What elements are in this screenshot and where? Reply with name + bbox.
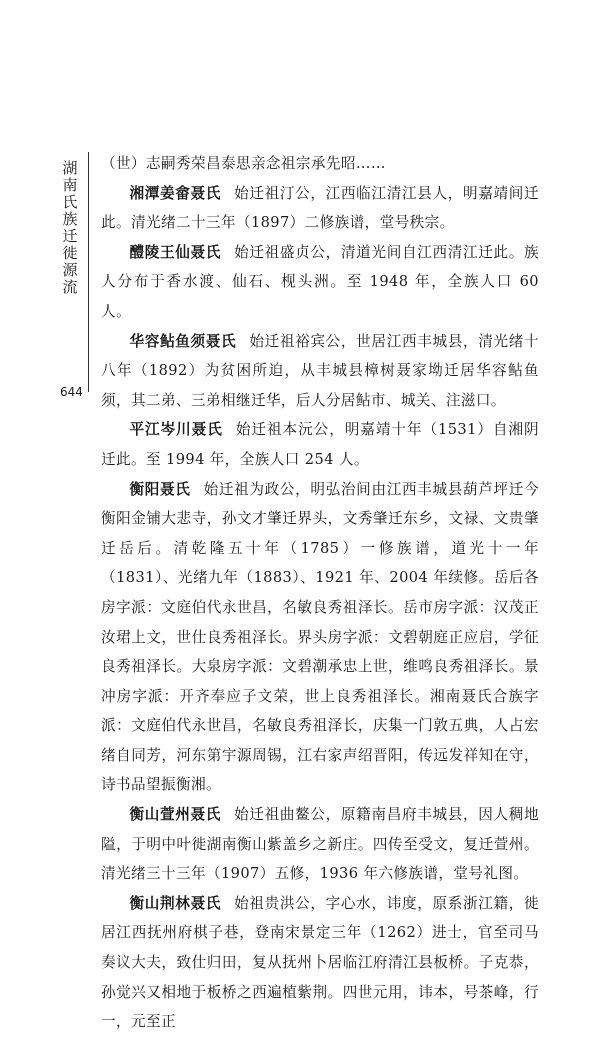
- clan-entry: [101, 149, 539, 179]
- running-title: 湖南氏族迁徙源流: [62, 159, 78, 296]
- clan-entry: [101, 800, 539, 889]
- clan-entry: [101, 889, 539, 1037]
- margin-rule: [88, 152, 89, 392]
- clan-entry: [101, 327, 539, 416]
- entry-text: 始迁祖曲鳌公，原籍南昌府丰城县，因人稠地隘，于明中叶徙湖南衡山紫盖乡之新庄。四传至受文，复迁萱州。清光绪三十三年（1907）五修，1936 年六修族谱，堂号礼图。: [101, 806, 539, 883]
- clan-entry: [101, 475, 539, 801]
- page-number: 644: [60, 385, 83, 399]
- clan-name: 衡阳聂氏: [129, 480, 191, 498]
- entry-text: （世）志嗣秀荣昌泰思亲念祖宗承先昭……: [101, 155, 386, 172]
- main-text: [101, 149, 539, 1037]
- entry-text: 始迁祖盛贞公，清道光间自江西清江迁此。族人分布于香水渡、仙石、枧头洲。至 1948 年，全族人口 60 人。: [101, 243, 539, 320]
- clan-name: 湘潭姜畲聂氏: [129, 184, 222, 202]
- clan-entry: [101, 179, 539, 238]
- entry-text: 始迁祖汀公，江西临江清江县人，明嘉靖间迁此。清光绪二十三年（1897）二修族谱，堂号秩宗。: [101, 184, 539, 232]
- entry-text: 始迁祖裕宾公，世居江西丰城县，清光绪十八年（1892）为贫困所迫，从丰城县樟树聂家坳迁居华容鲇鱼须，其二弟、三弟相继迁华，后人分居鲇市、城关、注滋口。: [101, 332, 539, 409]
- entry-text: 始迁祖本沅公，明嘉靖十年（1531）自湘阴迁此。至 1994 年，全族人口 254 人。: [101, 421, 539, 468]
- clan-entry: [101, 238, 539, 327]
- clan-entry: [101, 415, 539, 474]
- entry-text: 始迁祖为政公，明弘治间由江西丰城县葫芦坪迁今衡阳金铺大悲寺，孙文才肇迁界头，文秀肇迁东乡，文禄、文贵肇迁岳后。清乾隆五十年（1785）一修族谱，道光十一年（1831）、光绪九年（1883）、1921 年、2004 年续修。岳后各房字派：文庭伯代永世昌，名敏良秀祖泽长。岳市房字派：汉茂正汝珺上文，世仕良秀祖泽长。界头房字派：文碧朝庭正应启，学征良秀祖泽长。大泉房字派：文碧潮承忠上世，维鸣良秀祖泽长。景冲房字派：开齐奉应子文荣，世上良秀祖泽长。湘南聂氏合族字派：文庭伯代永世昌，名敏良秀祖泽长，庆集一门敦五典，人占宏绪自同芳，河东第宇源周锡，江右家声绍晋阳，传远发祥知在守，诗书品望振衡湘。: [101, 480, 539, 794]
- clan-name: 衡山荆林聂氏: [129, 894, 222, 912]
- clan-name: 醴陵王仙聂氏: [129, 243, 222, 261]
- clan-name: 衡山萱州聂氏: [129, 806, 222, 824]
- clan-name: 平江岑川聂氏: [129, 421, 223, 439]
- clan-name: 华容鲇鱼须聂氏: [129, 332, 237, 350]
- entry-text: 始祖贵洪公，字心水，讳度，原系浙江籍，徙居江西抚州府棋子巷，登南宋景定三年（1262）进士，官至司马奏议大夫，致仕归田，复从抚州卜居临江府清江县板桥。子克恭，孙觉兴又相地于板桥之西遍植紫荆。四世元用，讳本，号茶峰，行一，元至正: [101, 894, 539, 1031]
